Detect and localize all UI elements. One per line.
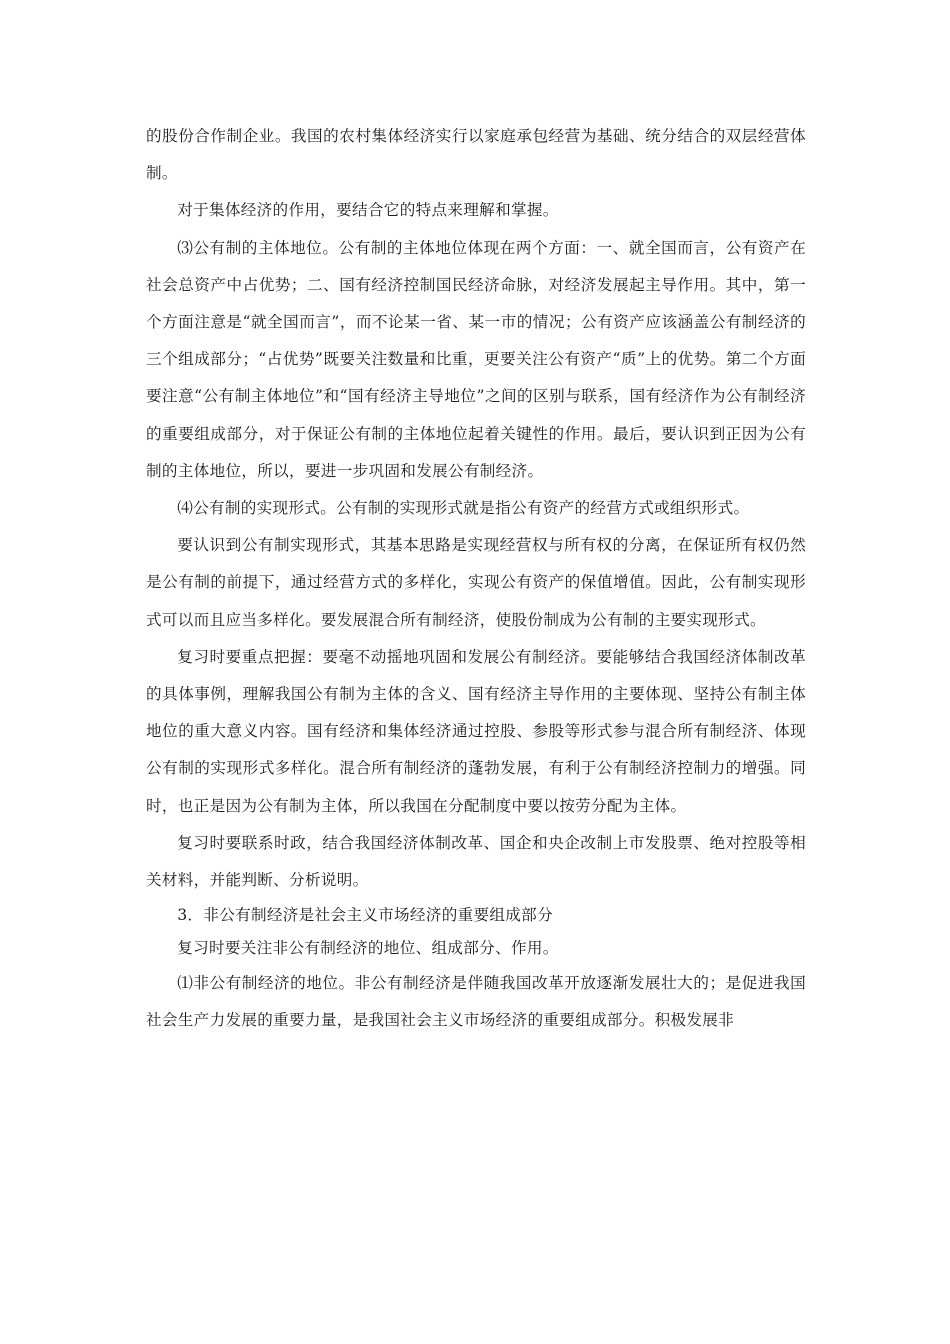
paragraph-realization-forms: ⑷公有制的实现形式。公有制的实现形式就是指公有资产的经营方式或组织形式。 [177, 499, 750, 518]
section-heading-non-public-economy: 3．非公有制经济是社会主义市场经济的重要组成部分 [177, 906, 553, 925]
paragraph-review-current-affairs: 复习时要联系时政，结合我国经济体制改革、国企和央企改制上市发股票、绝对控股等相关材料，并能判断、分析说明。 [146, 833, 806, 890]
paragraph-realization-approach: 要认识到公有制实现形式，其基本思路是实现经营权与所有权的分离，在保证所有权仍然是公有制的前提下，通过经营方式的多样化，实现公有资产的保值增值。因此，公有制实现形式可以而且应当多样化。要发展混合所有制经济，使股份制成为公有制的主要实现形式。 [146, 536, 806, 629]
paragraph-review-non-public: 复习时要关注非公有制经济的地位、组成部分、作用。 [177, 939, 559, 958]
paragraph-collective-economy-role: 对于集体经济的作用，要结合它的特点来理解和掌握。 [177, 201, 559, 220]
body-text [146, 118, 806, 1040]
paragraph-review-key-points: 复习时要重点把握：要毫不动摇地巩固和发展公有制经济。要能够结合我国经济体制改革的具体事例，理解我国公有制为主体的含义、国有经济主导作用的主要体现、坚持公有制主体地位的重大意义内容。国有经济和集体经济通过控股、参股等形式参与混合所有制经济、体现公有制的实现形式多样化。混合所有制经济的蓬勃发展，有利于公有制经济控制力的增强。同时，也正是因为公有制为主体，所以我国在分配制度中要以按劳分配为主体。 [146, 647, 806, 815]
paragraph-public-ownership-dominance: ⑶公有制的主体地位。公有制的主体地位体现在两个方面：一、就全国而言，公有资产在社会总资产中占优势；二、国有经济控制国民经济命脉，对经济发展起主导作用。其中，第一个方面注意是“就全国而言”，而不论某一省、某一市的情况；公有资产应该涵盖公有制经济的三个组成部分；“占优势”既要关注数量和比重，更要关注公有资产“质”上的优势。第二个方面要注意“公有制主体地位”和“国有经济主导地位”之间的区别与联系，国有经济作为公有制经济的重要组成部分，对于保证公有制的主体地位起着关键性的作用。最后，要认识到正因为公有制的主体地位，所以，要进一步巩固和发展公有制经济。 [146, 238, 806, 480]
paragraph-non-public-status: ⑴非公有制经济的地位。非公有制经济是伴随我国改革开放逐渐发展壮大的；是促进我国社会生产力发展的重要力量，是我国社会主义市场经济的重要组成部分。积极发展非 [146, 974, 806, 1030]
paragraph-continuation: 的股份合作制企业。我国的农村集体经济实行以家庭承包经营为基础、统分结合的双层经营体制。 [146, 127, 806, 183]
